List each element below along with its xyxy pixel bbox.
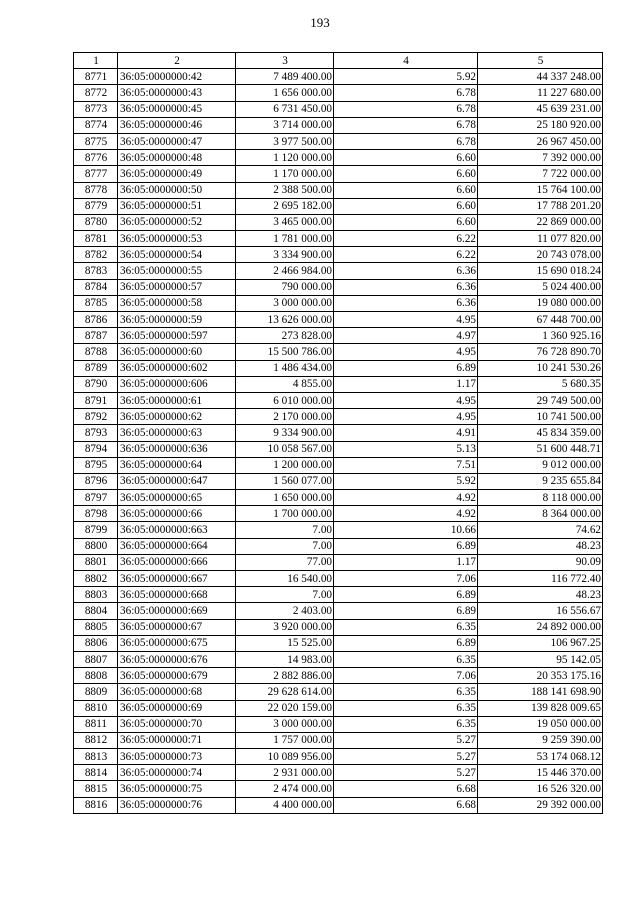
value-cell: 15 500 786.00 [236, 344, 334, 360]
row-number-cell: 8787 [74, 328, 118, 344]
cadastral-number-cell: 36:05:0000000:46 [118, 117, 236, 133]
table-row [74, 554, 603, 570]
rate-cell: 5.92 [334, 69, 478, 85]
value-cell: 790 000.00 [236, 279, 334, 295]
value-cell: 22 020 159.00 [236, 700, 334, 716]
table-row [74, 247, 603, 263]
value-cell: 3 977 500.00 [236, 133, 334, 149]
rate-cell: 4.92 [334, 490, 478, 506]
cadastral-number-cell: 36:05:0000000:52 [118, 214, 236, 230]
rate-cell: 6.60 [334, 214, 478, 230]
row-number-cell: 8782 [74, 247, 118, 263]
amount-cell: 116 772.40 [478, 571, 603, 587]
table-row [74, 700, 603, 716]
amount-cell: 67 448 700.00 [478, 312, 603, 328]
table-row [74, 571, 603, 587]
table-row [74, 619, 603, 635]
table-row [74, 684, 603, 700]
rate-cell: 4.95 [334, 392, 478, 408]
rate-cell: 7.51 [334, 457, 478, 473]
value-cell: 14 983.00 [236, 651, 334, 667]
rate-cell: 4.92 [334, 506, 478, 522]
table-row [74, 150, 603, 166]
table-row [74, 409, 603, 425]
value-cell: 7 489 400.00 [236, 69, 334, 85]
table-row [74, 425, 603, 441]
cadastral-number-cell: 36:05:0000000:74 [118, 765, 236, 781]
row-number-cell: 8806 [74, 635, 118, 651]
cadastral-number-cell: 36:05:0000000:663 [118, 522, 236, 538]
table-row [74, 360, 603, 376]
row-number-cell: 8803 [74, 587, 118, 603]
table-row [74, 133, 603, 149]
value-cell: 10 058 567.00 [236, 441, 334, 457]
cadastral-number-cell: 36:05:0000000:53 [118, 231, 236, 247]
amount-cell: 53 174 068.12 [478, 749, 603, 765]
page-number: 193 [310, 15, 330, 30]
cadastral-number-cell: 36:05:0000000:664 [118, 538, 236, 554]
table-row [74, 344, 603, 360]
row-number-cell: 8816 [74, 797, 118, 813]
column-header: 2 [118, 53, 236, 69]
table-row [74, 214, 603, 230]
rate-cell: 6.60 [334, 198, 478, 214]
value-cell: 1 650 000.00 [236, 490, 334, 506]
rate-cell: 6.89 [334, 603, 478, 619]
amount-cell: 48.23 [478, 538, 603, 554]
amount-cell: 26 967 450.00 [478, 133, 603, 149]
table-row [74, 506, 603, 522]
table-row [74, 312, 603, 328]
cadastral-number-cell: 36:05:0000000:602 [118, 360, 236, 376]
amount-cell: 16 556.67 [478, 603, 603, 619]
rate-cell: 7.06 [334, 668, 478, 684]
rate-cell: 6.36 [334, 279, 478, 295]
table-row [74, 198, 603, 214]
value-cell: 7.00 [236, 587, 334, 603]
value-cell: 1 656 000.00 [236, 85, 334, 101]
amount-cell: 9 259 390.00 [478, 732, 603, 748]
rate-cell: 4.95 [334, 312, 478, 328]
table-row [74, 263, 603, 279]
rate-cell: 6.35 [334, 619, 478, 635]
amount-cell: 9 235 655.84 [478, 473, 603, 489]
value-cell: 3 334 900.00 [236, 247, 334, 263]
rate-cell: 5.27 [334, 732, 478, 748]
row-number-cell: 8814 [74, 765, 118, 781]
rate-cell: 5.92 [334, 473, 478, 489]
value-cell: 7.00 [236, 522, 334, 538]
value-cell: 3 920 000.00 [236, 619, 334, 635]
cadastral-number-cell: 36:05:0000000:666 [118, 554, 236, 570]
value-cell: 2 931 000.00 [236, 765, 334, 781]
rate-cell: 6.22 [334, 231, 478, 247]
value-cell: 1 120 000.00 [236, 150, 334, 166]
row-number-cell: 8808 [74, 668, 118, 684]
row-number-cell: 8810 [74, 700, 118, 716]
table-row [74, 635, 603, 651]
row-number-cell: 8784 [74, 279, 118, 295]
rate-cell: 4.97 [334, 328, 478, 344]
table-row [74, 473, 603, 489]
amount-cell: 25 180 920.00 [478, 117, 603, 133]
rate-cell: 6.78 [334, 117, 478, 133]
table-row [74, 765, 603, 781]
rate-cell: 6.68 [334, 797, 478, 813]
table-row [74, 166, 603, 182]
rate-cell: 4.95 [334, 409, 478, 425]
row-number-cell: 8804 [74, 603, 118, 619]
row-number-cell: 8802 [74, 571, 118, 587]
value-cell: 1 757 000.00 [236, 732, 334, 748]
value-cell: 13 626 000.00 [236, 312, 334, 328]
value-cell: 1 700 000.00 [236, 506, 334, 522]
table-row [74, 732, 603, 748]
cadastral-number-cell: 36:05:0000000:47 [118, 133, 236, 149]
amount-cell: 22 869 000.00 [478, 214, 603, 230]
amount-cell: 9 012 000.00 [478, 457, 603, 473]
amount-cell: 11 227 680.00 [478, 85, 603, 101]
table-row [74, 457, 603, 473]
row-number-cell: 8773 [74, 101, 118, 117]
amount-cell: 74.62 [478, 522, 603, 538]
rate-cell: 6.89 [334, 360, 478, 376]
cadastral-number-cell: 36:05:0000000:676 [118, 651, 236, 667]
value-cell: 2 695 182.00 [236, 198, 334, 214]
table-row [74, 69, 603, 85]
row-number-cell: 8805 [74, 619, 118, 635]
row-number-cell: 8780 [74, 214, 118, 230]
cadastral-number-cell: 36:05:0000000:54 [118, 247, 236, 263]
row-number-cell: 8796 [74, 473, 118, 489]
row-number-cell: 8792 [74, 409, 118, 425]
table-row [74, 716, 603, 732]
row-number-cell: 8800 [74, 538, 118, 554]
amount-cell: 48.23 [478, 587, 603, 603]
rate-cell: 6.68 [334, 781, 478, 797]
rate-cell: 6.60 [334, 182, 478, 198]
cadastral-number-cell: 36:05:0000000:70 [118, 716, 236, 732]
cadastral-number-cell: 36:05:0000000:62 [118, 409, 236, 425]
row-number-cell: 8777 [74, 166, 118, 182]
cadastral-number-cell: 36:05:0000000:675 [118, 635, 236, 651]
row-number-cell: 8815 [74, 781, 118, 797]
cadastral-number-cell: 36:05:0000000:71 [118, 732, 236, 748]
amount-cell: 95 142.05 [478, 651, 603, 667]
cadastral-number-cell: 36:05:0000000:67 [118, 619, 236, 635]
column-header: 1 [74, 53, 118, 69]
table-row [74, 441, 603, 457]
amount-cell: 5 024 400.00 [478, 279, 603, 295]
cadastral-number-cell: 36:05:0000000:50 [118, 182, 236, 198]
cadastral-number-cell: 36:05:0000000:42 [118, 69, 236, 85]
row-number-cell: 8813 [74, 749, 118, 765]
value-cell: 4 400 000.00 [236, 797, 334, 813]
amount-cell: 15 690 018.24 [478, 263, 603, 279]
value-cell: 1 170 000.00 [236, 166, 334, 182]
amount-cell: 19 080 000.00 [478, 295, 603, 311]
row-number-cell: 8774 [74, 117, 118, 133]
table-row [74, 231, 603, 247]
rate-cell: 6.60 [334, 166, 478, 182]
value-cell: 9 334 900.00 [236, 425, 334, 441]
cadastral-number-cell: 36:05:0000000:43 [118, 85, 236, 101]
row-number-cell: 8776 [74, 150, 118, 166]
rate-cell: 5.27 [334, 765, 478, 781]
value-cell: 3 465 000.00 [236, 214, 334, 230]
amount-cell: 188 141 698.90 [478, 684, 603, 700]
column-header: 5 [478, 53, 603, 69]
rate-cell: 5.13 [334, 441, 478, 457]
cadastral-number-cell: 36:05:0000000:75 [118, 781, 236, 797]
cadastral-number-cell: 36:05:0000000:668 [118, 587, 236, 603]
value-cell: 16 540.00 [236, 571, 334, 587]
cadastral-number-cell: 36:05:0000000:57 [118, 279, 236, 295]
cadastral-number-cell: 36:05:0000000:679 [118, 668, 236, 684]
amount-cell: 45 639 231.00 [478, 101, 603, 117]
column-header: 4 [334, 53, 478, 69]
table-row [74, 797, 603, 813]
cadastral-number-cell: 36:05:0000000:64 [118, 457, 236, 473]
cadastral-number-cell: 36:05:0000000:667 [118, 571, 236, 587]
table-row [74, 749, 603, 765]
cadastral-number-cell: 36:05:0000000:61 [118, 392, 236, 408]
amount-cell: 15 446 370.00 [478, 765, 603, 781]
table-row [74, 538, 603, 554]
table-row [74, 392, 603, 408]
amount-cell: 20 353 175.16 [478, 668, 603, 684]
rate-cell: 6.35 [334, 700, 478, 716]
amount-cell: 8 364 000.00 [478, 506, 603, 522]
cadastral-number-cell: 36:05:0000000:48 [118, 150, 236, 166]
row-number-cell: 8786 [74, 312, 118, 328]
amount-cell: 29 392 000.00 [478, 797, 603, 813]
amount-cell: 20 743 078.00 [478, 247, 603, 263]
row-number-cell: 8778 [74, 182, 118, 198]
amount-cell: 90.09 [478, 554, 603, 570]
cadastral-number-cell: 36:05:0000000:76 [118, 797, 236, 813]
cadastral-number-cell: 36:05:0000000:68 [118, 684, 236, 700]
cadastral-number-cell: 36:05:0000000:63 [118, 425, 236, 441]
rate-cell: 6.22 [334, 247, 478, 263]
cadastral-number-cell: 36:05:0000000:636 [118, 441, 236, 457]
cadastral-number-cell: 36:05:0000000:45 [118, 101, 236, 117]
rate-cell: 6.78 [334, 133, 478, 149]
amount-cell: 11 077 820.00 [478, 231, 603, 247]
amount-cell: 139 828 009.65 [478, 700, 603, 716]
row-number-cell: 8793 [74, 425, 118, 441]
amount-cell: 17 788 201.20 [478, 198, 603, 214]
table-row [74, 376, 603, 392]
rate-cell: 10.66 [334, 522, 478, 538]
row-number-cell: 8791 [74, 392, 118, 408]
row-number-cell: 8807 [74, 651, 118, 667]
table-row [74, 101, 603, 117]
table-header-row [74, 53, 603, 69]
value-cell: 2 388 500.00 [236, 182, 334, 198]
table-row [74, 522, 603, 538]
cadastral-number-cell: 36:05:0000000:669 [118, 603, 236, 619]
value-cell: 1 200 000.00 [236, 457, 334, 473]
cadastral-number-cell: 36:05:0000000:65 [118, 490, 236, 506]
amount-cell: 8 118 000.00 [478, 490, 603, 506]
value-cell: 15 525.00 [236, 635, 334, 651]
amount-cell: 7 722 000.00 [478, 166, 603, 182]
amount-cell: 106 967.25 [478, 635, 603, 651]
rate-cell: 6.60 [334, 150, 478, 166]
row-number-cell: 8783 [74, 263, 118, 279]
row-number-cell: 8797 [74, 490, 118, 506]
row-number-cell: 8785 [74, 295, 118, 311]
amount-cell: 44 337 248.00 [478, 69, 603, 85]
cadastral-number-cell: 36:05:0000000:647 [118, 473, 236, 489]
table-row [74, 668, 603, 684]
row-number-cell: 8772 [74, 85, 118, 101]
cadastral-number-cell: 36:05:0000000:49 [118, 166, 236, 182]
value-cell: 2 403.00 [236, 603, 334, 619]
amount-cell: 19 050 000.00 [478, 716, 603, 732]
value-cell: 3 000 000.00 [236, 295, 334, 311]
value-cell: 6 010 000.00 [236, 392, 334, 408]
cadastral-number-cell: 36:05:0000000:51 [118, 198, 236, 214]
table-row [74, 117, 603, 133]
table-row [74, 587, 603, 603]
table-row [74, 328, 603, 344]
amount-cell: 51 600 448.71 [478, 441, 603, 457]
cadastral-number-cell: 36:05:0000000:60 [118, 344, 236, 360]
rate-cell: 6.36 [334, 295, 478, 311]
row-number-cell: 8798 [74, 506, 118, 522]
rate-cell: 6.78 [334, 85, 478, 101]
value-cell: 1 781 000.00 [236, 231, 334, 247]
table-row [74, 490, 603, 506]
cadastral-number-cell: 36:05:0000000:59 [118, 312, 236, 328]
row-number-cell: 8788 [74, 344, 118, 360]
rate-cell: 5.27 [334, 749, 478, 765]
value-cell: 6 731 450.00 [236, 101, 334, 117]
amount-cell: 10 741 500.00 [478, 409, 603, 425]
value-cell: 2 170 000.00 [236, 409, 334, 425]
amount-cell: 24 892 000.00 [478, 619, 603, 635]
column-header: 3 [236, 53, 334, 69]
rate-cell: 6.89 [334, 635, 478, 651]
amount-cell: 7 392 000.00 [478, 150, 603, 166]
table-row [74, 279, 603, 295]
cadastral-number-cell: 36:05:0000000:55 [118, 263, 236, 279]
value-cell: 3 714 000.00 [236, 117, 334, 133]
value-cell: 2 474 000.00 [236, 781, 334, 797]
table-row [74, 603, 603, 619]
row-number-cell: 8794 [74, 441, 118, 457]
value-cell: 3 000 000.00 [236, 716, 334, 732]
rate-cell: 6.36 [334, 263, 478, 279]
table-row [74, 781, 603, 797]
rate-cell: 6.35 [334, 684, 478, 700]
table-row [74, 651, 603, 667]
rate-cell: 6.35 [334, 651, 478, 667]
rate-cell: 1.17 [334, 376, 478, 392]
rate-cell: 6.35 [334, 716, 478, 732]
value-cell: 2 882 886.00 [236, 668, 334, 684]
amount-cell: 29 749 500.00 [478, 392, 603, 408]
table-row [74, 85, 603, 101]
amount-cell: 1 360 925.16 [478, 328, 603, 344]
rate-cell: 4.95 [334, 344, 478, 360]
table-row [74, 295, 603, 311]
value-cell: 273 828.00 [236, 328, 334, 344]
amount-cell: 45 834 359.00 [478, 425, 603, 441]
row-number-cell: 8799 [74, 522, 118, 538]
row-number-cell: 8771 [74, 69, 118, 85]
value-cell: 77.00 [236, 554, 334, 570]
row-number-cell: 8779 [74, 198, 118, 214]
row-number-cell: 8789 [74, 360, 118, 376]
cadastral-number-cell: 36:05:0000000:66 [118, 506, 236, 522]
value-cell: 1 560 077.00 [236, 473, 334, 489]
row-number-cell: 8790 [74, 376, 118, 392]
value-cell: 2 466 984.00 [236, 263, 334, 279]
data-table [73, 52, 603, 814]
rate-cell: 6.78 [334, 101, 478, 117]
table-row [74, 182, 603, 198]
cadastral-number-cell: 36:05:0000000:606 [118, 376, 236, 392]
row-number-cell: 8812 [74, 732, 118, 748]
row-number-cell: 8775 [74, 133, 118, 149]
row-number-cell: 8801 [74, 554, 118, 570]
rate-cell: 1.17 [334, 554, 478, 570]
row-number-cell: 8781 [74, 231, 118, 247]
value-cell: 10 089 956.00 [236, 749, 334, 765]
amount-cell: 5 680.35 [478, 376, 603, 392]
rate-cell: 6.89 [334, 538, 478, 554]
cadastral-number-cell: 36:05:0000000:58 [118, 295, 236, 311]
value-cell: 29 628 614.00 [236, 684, 334, 700]
rate-cell: 4.91 [334, 425, 478, 441]
row-number-cell: 8811 [74, 716, 118, 732]
row-number-cell: 8809 [74, 684, 118, 700]
value-cell: 4 855.00 [236, 376, 334, 392]
value-cell: 7.00 [236, 538, 334, 554]
amount-cell: 10 241 530.26 [478, 360, 603, 376]
rate-cell: 6.89 [334, 587, 478, 603]
rate-cell: 7.06 [334, 571, 478, 587]
amount-cell: 15 764 100.00 [478, 182, 603, 198]
amount-cell: 76 728 890.70 [478, 344, 603, 360]
cadastral-number-cell: 36:05:0000000:73 [118, 749, 236, 765]
amount-cell: 16 526 320.00 [478, 781, 603, 797]
cadastral-number-cell: 36:05:0000000:597 [118, 328, 236, 344]
cadastral-number-cell: 36:05:0000000:69 [118, 700, 236, 716]
row-number-cell: 8795 [74, 457, 118, 473]
value-cell: 1 486 434.00 [236, 360, 334, 376]
